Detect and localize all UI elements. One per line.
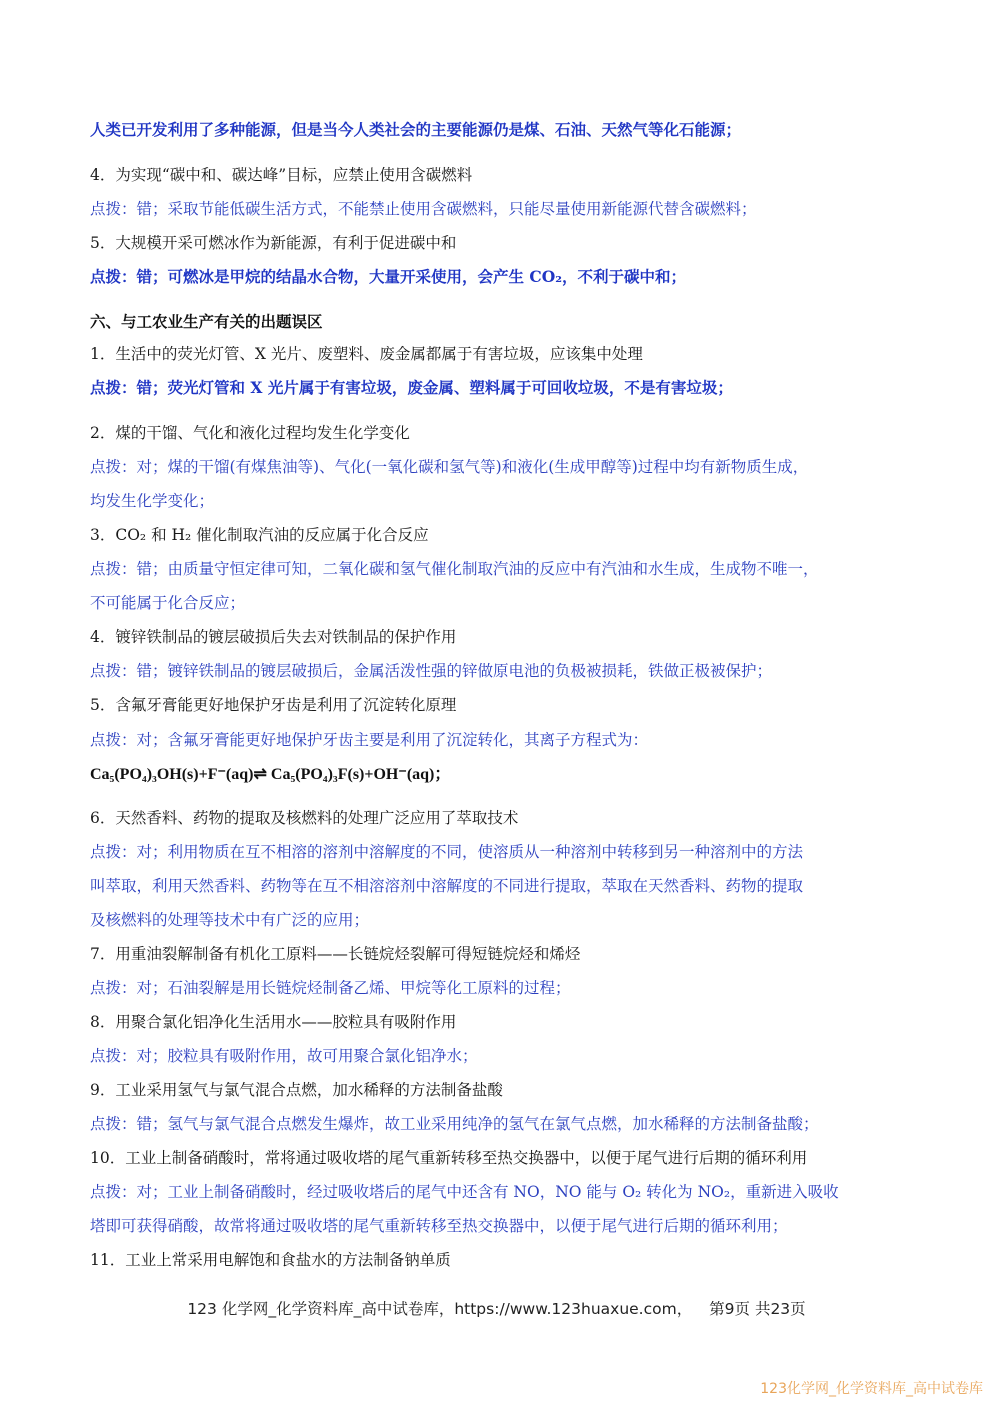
tip-8: 点拨：对；胶粒具有吸附作用，故可用聚合氯化铝净水； xyxy=(90,1047,478,1065)
question-11: 11．工业上常采用电解饱和食盐水的方法制备钠单质 xyxy=(90,1251,451,1269)
question-3: 3．CO₂ 和 H₂ 催化制取汽油的反应属于化合反应 xyxy=(90,526,429,544)
tip-3: 点拨：错；由质量守恒定律可知，二氧化碳和氢气催化制取汽油的反应中有汽油和水生成，生成物不唯一， xyxy=(90,560,819,578)
tip-2: 点拨：对；煤的干馏(有煤焦油等)、气化(一氧化碳和氢气等)和液化(生成甲醇等)过程中均有新物质生成， xyxy=(90,458,809,476)
text-line: 人类已开发利用了多种能源，但是当今人类社会的主要能源仍是煤、石油、天然气等化石能源； xyxy=(90,120,742,139)
footer-page-number: 第9页 共23页 xyxy=(709,1300,806,1318)
question-2: 2．煤的干馏、气化和液化过程均发生化学变化 xyxy=(90,424,410,442)
tip-1: 点拨：错；荧光灯管和 X 光片属于有害垃圾，废金属、塑料属于可回收垃圾，不是有害垃圾； xyxy=(90,378,733,397)
question-1: 1．生活中的荧光灯管、X 光片、废塑料、废金属都属于有害垃圾，应该集中处理 xyxy=(90,345,643,363)
tip-9: 点拨：错；氢气与氯气混合点燃发生爆炸，故工业采用纯净的氢气在氯气点燃，加水稀释的方法制备盐酸； xyxy=(90,1115,819,1133)
question-4b: 4．镀锌铁制品的镀层破损后失去对铁制品的保护作用 xyxy=(90,628,457,646)
ion-equation: Ca₅(PO₄)₃OH(s)+F⁻(aq)⇌ Ca₅(PO₄)₃F(s)+OH⁻(aq)； xyxy=(90,766,451,783)
tip-4b: 点拨：错；镀锌铁制品的镀层破损后，金属活泼性强的锌做原电池的负极被损耗，铁做正极被保护； xyxy=(90,662,773,680)
watermark: 123化学网_化学资料库_高中试卷库 xyxy=(760,1381,983,1397)
tip-4: 点拨：错；采取节能低碳生活方式，不能禁止使用含碳燃料，只能尽量使用新能源代替含碳燃料； xyxy=(90,200,757,218)
tip-5: 点拨：错；可燃冰是甲烷的结晶水合物，大量开采使用，会产生 CO₂，不利于碳中和； xyxy=(90,267,687,286)
question-5b: 5．含氟牙膏能更好地保护牙齿是利用了沉淀转化原理 xyxy=(90,696,457,714)
question-8: 8．用聚合氯化铝净化生活用水——胶粒具有吸附作用 xyxy=(90,1013,457,1031)
tip-10: 点拨：对；工业上制备硝酸时，经过吸收塔后的尾气中还含有 NO，NO 能与 O₂ 转化为 NO₂，重新进入吸收 xyxy=(90,1183,839,1201)
question-4: 4．为实现“碳中和、碳达峰”目标，应禁止使用含碳燃料 xyxy=(90,166,473,184)
question-5: 5．大规模开采可燃冰作为新能源，有利于促进碳中和 xyxy=(90,234,457,252)
tip-10-cont: 塔即可获得硝酸，故常将通过吸收塔的尾气重新转移至热交换器中，以便于尾气进行后期的循环利用； xyxy=(90,1217,788,1235)
question-6: 6．天然香料、药物的提取及核燃料的处理广泛应用了萃取技术 xyxy=(90,809,519,827)
section-heading: 六、与工农业生产有关的出题误区 xyxy=(90,312,323,331)
footer-site: 123 化学网_化学资料库_高中试卷库，https://www.123huaxue.com， xyxy=(187,1300,693,1318)
tip-5b: 点拨：对；含氟牙膏能更好地保护牙齿主要是利用了沉淀转化，其离子方程式为： xyxy=(90,731,649,749)
question-9: 9．工业采用氢气与氯气混合点燃，加水稀释的方法制备盐酸 xyxy=(90,1081,503,1099)
tip-3-cont: 不可能属于化合反应； xyxy=(90,594,246,612)
question-7: 7．用重油裂解制备有机化工原料——长链烷烃裂解可得短链烷烃和烯烃 xyxy=(90,945,581,963)
question-10: 10．工业上制备硝酸时，常将通过吸收塔的尾气重新转移至热交换器中，以便于尾气进行后期的循环利用 xyxy=(90,1149,808,1167)
tip-6-cont: 叫萃取，利用天然香料、药物等在互不相溶溶剂中溶解度的不同进行提取，萃取在天然香料、药物的提取 xyxy=(90,877,804,895)
tip-7: 点拨：对；石油裂解是用长链烷烃制备乙烯、甲烷等化工原料的过程； xyxy=(90,979,571,997)
tip-2-cont: 均发生化学变化； xyxy=(90,492,215,510)
tip-6-cont2: 及核燃料的处理等技术中有广泛的应用； xyxy=(90,911,370,929)
page-footer xyxy=(0,1297,993,1319)
tip-6: 点拨：对；利用物质在互不相溶的溶剂中溶解度的不同，使溶质从一种溶剂中转移到另一种溶剂中的方法 xyxy=(90,843,804,861)
